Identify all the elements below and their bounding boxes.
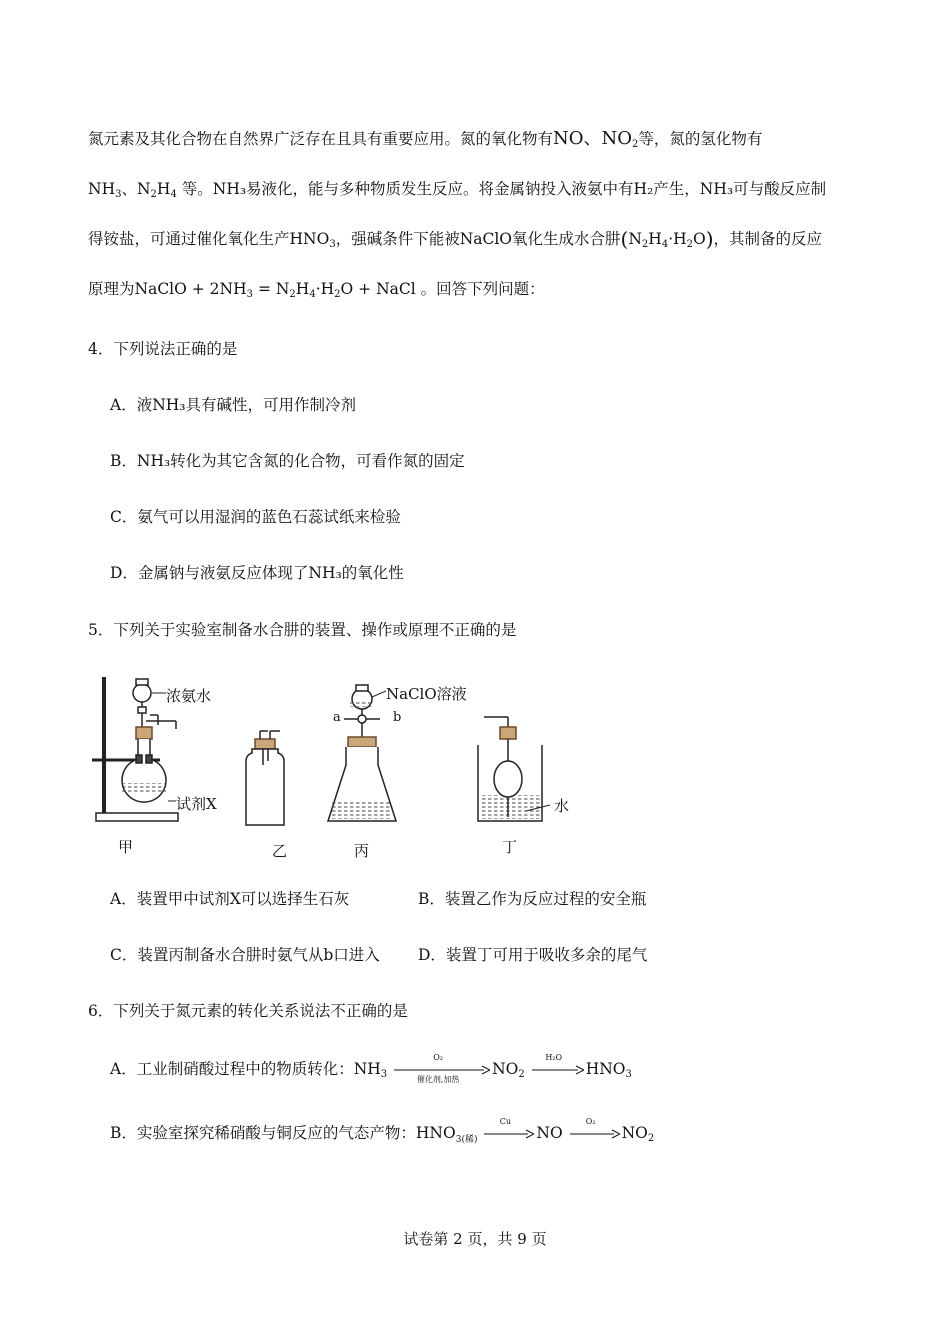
intro-line-2: $NH_3$、$N_2H_4$ 等。NH₃易液化，能与多种物质发生反应。将金属钠投入液氨中有H₂产生，NH₃可与酸反应制 [88, 180, 827, 200]
reaction-arrow [394, 1053, 490, 1084]
q6-option-b-text: B．实验室探究稀硝酸与铜反应的气态产物： [110, 1124, 416, 1142]
reaction-arrow [532, 1053, 584, 1075]
arrow-condition: 催化剂,加热 [416, 1075, 460, 1084]
q6-option-b: B．实验室探究稀硝酸与铜反应的气态产物：$HNO_{3(稀)}$ Cu NO O₂ $NO_2$ [110, 1117, 655, 1145]
intro-line-3: 得铵盐，可通过催化氧化生产$HNO_3$，强碱条件下能被NaClO氧化生成水合肼$(N_2H_4\cdot H_2O)$，其制备的反应 [88, 227, 823, 251]
apparatus-figure [80, 665, 600, 835]
label-bing: 丙 [354, 842, 370, 860]
intro-text: 。回答下列问题： [420, 280, 545, 298]
arrow-condition: H₂O [545, 1053, 563, 1062]
arrow-condition: O₂ [433, 1053, 443, 1062]
q5-option-a: A．装置甲中试剂X可以选择生石灰 [110, 890, 350, 908]
reaction-arrow [570, 1117, 620, 1139]
apparatus-bing [328, 685, 396, 821]
q4-option-b: B．NH₃转化为其它含氮的化合物，可看作氮的固定 [110, 452, 465, 470]
apparatus-ding [478, 717, 550, 821]
page-footer: 试卷第 2 页，共 9 页 [403, 1230, 547, 1248]
q4-option-c: C．氨气可以用湿润的蓝色石蕊试纸来检验 [110, 508, 401, 526]
arrow-condition: O₂ [585, 1117, 596, 1126]
intro-line-4: 原理为NaClO + $2NH_3 = N_2H_4\cdot H_2O$ + NaCl 。回答下列问题： [88, 280, 545, 300]
q4-option-d: D．金属钠与液氨反应体现了NH₃的氧化性 [110, 564, 404, 582]
q5-option-d: D．装置丁可用于吸收多余的尾气 [418, 946, 648, 964]
q4-stem: 4．下列说法正确的是 [88, 340, 238, 358]
intro-text: 得铵盐，可通过催化氧化生产 [88, 230, 290, 248]
intro-text: 等，氮的氢化物有 [638, 130, 763, 148]
q5-option-c: C．装置丙制备水合肼时氨气从b口进入 [110, 946, 380, 964]
q6-stem: 6．下列关于氮元素的转化关系说法不正确的是 [88, 1002, 408, 1020]
intro-text: 氮元素及其化合物在自然界广泛存在且具有重要应用。氮的氧化物有 [88, 130, 554, 148]
intro-text: ，其制备的反应 [713, 230, 823, 248]
q6-option-a: A．工业制硝酸过程中的物质转化：$NH_3$ O₂ 催化剂,加热 $NO_2$ H₂O $HNO_3$ [110, 1053, 632, 1084]
label-ding: 丁 [502, 838, 518, 856]
label-jia: 甲 [118, 838, 134, 856]
intro-text: 等。NH₃易液化，能与多种物质发生反应。将金属钠投入液氨中有H₂产生，NH₃可与酸反应制 [181, 180, 827, 198]
q4-option-a: A．液NH₃具有碱性，可用作制冷剂 [110, 396, 356, 414]
label-port-a: a [333, 710, 341, 725]
arrow-condition: Cu [499, 1117, 512, 1126]
label-naclo: NaClO溶液 [386, 685, 467, 703]
q5-stem: 5．下列关于实验室制备水合肼的装置、操作或原理不正确的是 [88, 621, 517, 639]
apparatus-yi [246, 731, 284, 825]
intro-text: ，强碱条件下能被NaClO氧化生成水合肼 [335, 230, 621, 248]
reaction-arrow [484, 1117, 534, 1139]
label-conc-ammonia: 浓氨水 [166, 687, 212, 705]
q6-option-a-text: A．工业制硝酸过程中的物质转化： [110, 1060, 354, 1078]
label-yi: 乙 [272, 842, 288, 860]
label-water: 水 [554, 797, 570, 815]
label-port-b: b [393, 710, 402, 725]
intro-text: 原理为 [88, 280, 135, 298]
q5-option-b: B．装置乙作为反应过程的安全瓶 [418, 890, 647, 908]
intro-line-1: 氮元素及其化合物在自然界广泛存在且具有重要应用。氮的氧化物有NO、$NO_2$等，氮的氢化物有 [88, 128, 763, 150]
dilute-note: (稀) [461, 1135, 478, 1145]
label-reagent-x: 试剂X [176, 795, 217, 813]
